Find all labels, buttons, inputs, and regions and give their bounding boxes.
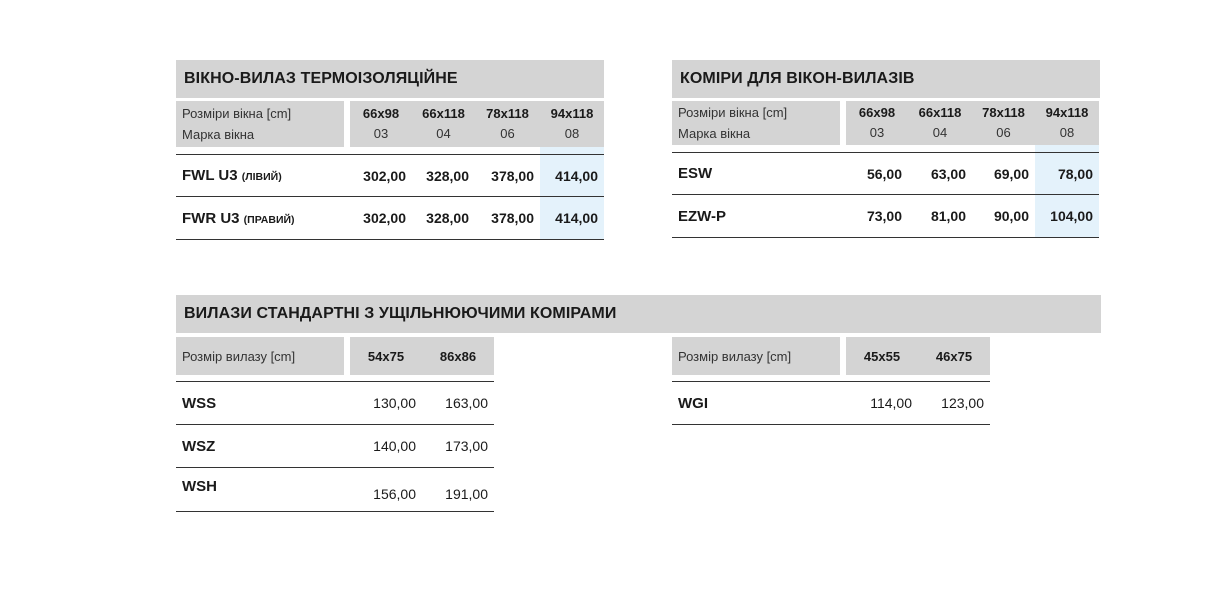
table-row: FWR U3 (ПРАВИЙ) 302,00 328,00 378,00 414,00 [176, 197, 604, 240]
hatch-size-label: Розмір вилазу [cm] [176, 337, 344, 375]
table-title: ВИЛАЗИ СТАНДАРТНІ З УЩІЛЬНЮЮЧИМИ КОМІРАМИ [176, 295, 1101, 333]
price-table [176, 101, 604, 240]
size-col: 78x118 06 [972, 101, 1035, 145]
table-roof-hatch [176, 60, 604, 240]
size-col: 94x118 08 [1035, 101, 1099, 145]
size-col: 66x118 04 [908, 101, 972, 145]
header-label [672, 101, 840, 145]
table-flashing-collars [672, 60, 1100, 238]
table-row: WGI 114,00 123,00 [672, 382, 990, 425]
price-table [176, 337, 494, 512]
table-row: WSS 130,00 163,00 [176, 382, 494, 425]
size-col: 45x55 [846, 337, 918, 375]
window-size-label: Розміри вікна [cm] [182, 106, 292, 121]
table-hatch-wgi [672, 337, 990, 425]
table-title: КОМІРИ ДЛЯ ВІКОН-ВИЛАЗІВ [672, 60, 1100, 98]
size-col: 66x98 03 [350, 101, 412, 147]
size-col: 54x75 [350, 337, 422, 375]
hatch-size-label: Розмір вилазу [cm] [672, 337, 840, 375]
table-row: EZW-P 73,00 81,00 90,00 104,00 [672, 195, 1099, 238]
window-code-label: Марка вікна [182, 127, 255, 142]
table-row: WSH 156,00 191,00 [176, 468, 494, 512]
size-col: 78x118 06 [475, 101, 540, 147]
table-standard-hatches [176, 337, 494, 512]
size-col: 46x75 [918, 337, 990, 375]
table-row: ESW 56,00 63,00 69,00 78,00 [672, 153, 1099, 195]
table-row: WSZ 140,00 173,00 [176, 425, 494, 468]
window-code-label: Марка вікна [678, 126, 751, 141]
price-table [672, 101, 1099, 238]
window-size-label: Розміри вікна [cm] [678, 105, 788, 120]
section-standard-hatches [176, 295, 1101, 333]
size-col: 66x118 04 [412, 101, 475, 147]
size-col: 66x98 03 [846, 101, 908, 145]
table-row: FWL U3 (ЛІВИЙ) 302,00 328,00 378,00 414,00 [176, 155, 604, 197]
table-title: ВІКНО-ВИЛАЗ ТЕРМОІЗОЛЯЦІЙНЕ [176, 60, 604, 98]
size-col: 86x86 [422, 337, 494, 375]
header-label [176, 101, 344, 147]
price-table [672, 337, 990, 425]
size-col: 94x118 08 [540, 101, 604, 147]
